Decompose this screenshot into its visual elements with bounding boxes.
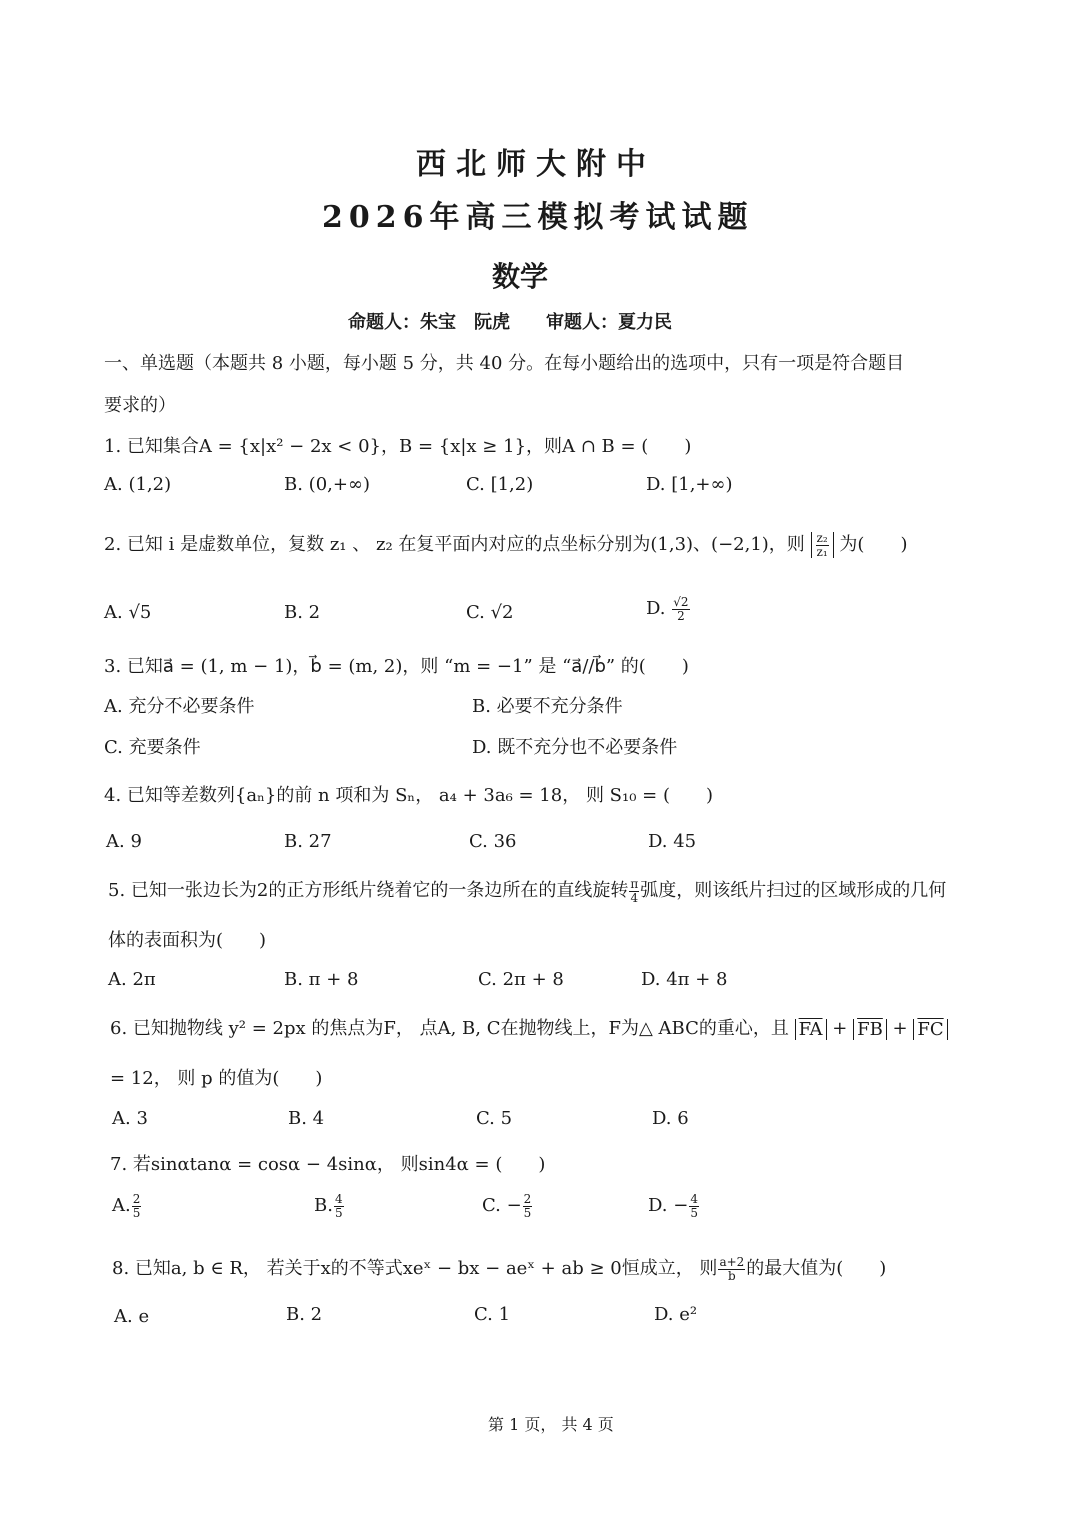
exam-title: 2026年高三模拟考试试题 (322, 200, 754, 235)
fraction-denominator: 5 (690, 1205, 698, 1220)
question-2-stem-text: 2. 已知 i 是虚数单位，复数 z₁ 、 z₂ 在复平面内对应的点坐标分别为(1,3)、(−2,1)，则 (104, 534, 805, 555)
fraction-numerator: π (630, 876, 639, 891)
question-3-option-b: B. 必要不充分条件 (472, 696, 623, 717)
plus-sign: + (892, 1018, 908, 1039)
fraction-numerator: 4 (334, 1192, 343, 1206)
school-title: 西北师大附中 (416, 147, 656, 182)
question-3-option-c: C. 充要条件 (104, 737, 201, 758)
question-2-option-d (646, 596, 691, 622)
question-1-option-c: C. [1,2) (466, 474, 534, 495)
question-8-option-d: D. e² (654, 1304, 698, 1325)
option-prefix: D. − (648, 1195, 689, 1217)
question-1-option-a: A. (1,2) (104, 474, 172, 495)
question-5-option-d: D. 4π + 8 (641, 969, 728, 990)
option-prefix: A. (112, 1195, 131, 1217)
option-fraction (334, 1193, 344, 1219)
question-2-fraction (816, 532, 829, 558)
section-heading: 一、单选题（本题共 8 小题，每小题 5 分，共 40 分。在每小题给出的选项中，只有一项是符合题目 (104, 353, 905, 374)
question-2-stem (104, 530, 907, 558)
option-prefix: C. − (482, 1195, 522, 1217)
fraction-denominator: 5 (334, 1205, 343, 1220)
fraction-denominator: 2 (677, 608, 685, 623)
question-1-option-d: D. [1,+∞) (646, 474, 733, 495)
question-7-option-d (648, 1193, 700, 1219)
question-5-stem (108, 876, 946, 904)
fraction-denominator: z₁ (816, 544, 828, 559)
question-7-option-b (314, 1193, 345, 1219)
question-5-option-b: B. π + 8 (284, 969, 359, 990)
question-5-stem-end: 弧度，则该纸片扫过的区域形成的几何 (640, 880, 947, 901)
section-heading-cont: 要求的） (104, 395, 176, 416)
question-6-option-c: C. 5 (476, 1108, 513, 1129)
question-6-option-a: A. 3 (112, 1108, 148, 1129)
option-prefix: B. (314, 1195, 333, 1217)
vector-fc-magnitude: $\overline{FC}$ (913, 1019, 947, 1040)
modulus-bars (811, 532, 834, 558)
question-7-stem: 7. 若sinαtanα = cosα − 4sinα， 则sin4α = ( ) (110, 1154, 546, 1175)
question-8-stem (112, 1254, 886, 1282)
authors-line: 命题人：朱宝 阮虎 审题人：夏力民 (348, 312, 672, 333)
question-2-option-a: A. √5 (104, 602, 152, 623)
question-8-option-a: A. e (114, 1306, 150, 1327)
question-4-option-c: C. 36 (469, 831, 517, 852)
question-7-option-c (482, 1193, 533, 1219)
option-fraction (523, 1193, 533, 1219)
question-5-stem-text: 5. 已知一张边长为2的正方形纸片绕着它的一条边所在的直线旋转 (108, 880, 629, 901)
question-8-fraction (718, 1256, 745, 1282)
vector-fb-magnitude: $\overline{FB}$ (853, 1019, 887, 1040)
question-3-stem: 3. 已知a⃗ = (1, m − 1)，b⃗ = (m, 2)，则 “m = −1” 是 “a⃗//b⃗” 的( ) (104, 656, 689, 677)
question-6-option-b: B. 4 (288, 1108, 325, 1129)
question-8-stem-end: 的最大值为( ) (746, 1258, 887, 1279)
question-8-option-c: C. 1 (474, 1304, 511, 1325)
fraction-denominator: 4 (630, 890, 639, 905)
question-8-option-b: B. 2 (286, 1304, 323, 1325)
question-4-stem: 4. 已知等差数列{aₙ}的前 n 项和为 Sₙ， a₄ + 3a₆ = 18， 则 S₁₀ = ( ) (104, 785, 713, 806)
fraction-numerator: 4 (690, 1192, 698, 1206)
question-6-stem (110, 1014, 948, 1040)
question-2-stem-end: 为( ) (839, 534, 908, 555)
question-2-option-b: B. 2 (284, 602, 321, 623)
question-4-option-d: D. 45 (648, 831, 697, 852)
fraction-denominator: b (728, 1268, 736, 1283)
question-5-stem-cont: 体的表面积为( ) (108, 930, 267, 951)
fraction-numerator: √2 (673, 595, 689, 609)
question-6-stem-text: 6. 已知抛物线 y² = 2px 的焦点为F， 点A, B, C在抛物线上，F为△ ABC的重心，且 (110, 1018, 789, 1039)
question-3-option-d: D. 既不充分也不必要条件 (472, 737, 678, 758)
question-8-stem-text: 8. 已知a, b ∈ R， 若关于x的不等式xeˣ − bx − aeˣ + ab ≥ 0恒成立， 则 (112, 1258, 718, 1279)
option-fraction (132, 1193, 142, 1219)
question-4-option-a: A. 9 (106, 831, 142, 852)
fraction-numerator: 2 (132, 1192, 141, 1206)
question-5-fraction (629, 878, 639, 904)
fraction-numerator: 2 (523, 1192, 532, 1206)
vector-fa-magnitude: $\overline{FA}$ (795, 1019, 827, 1040)
fraction-denominator: 5 (132, 1205, 141, 1220)
option-d-fraction (672, 596, 689, 622)
page-footer: 第 1 页， 共 4 页 (488, 1415, 614, 1434)
fraction-numerator: a+2 (719, 1254, 745, 1269)
question-6-option-d: D. 6 (652, 1108, 689, 1129)
question-3-option-a: A. 充分不必要条件 (104, 696, 255, 717)
question-7-option-a (112, 1193, 142, 1219)
option-fraction (689, 1193, 699, 1219)
question-2-option-c: C. √2 (466, 602, 514, 623)
question-6-stem-cont: = 12， 则 p 的值为( ) (110, 1068, 323, 1089)
question-1-stem: 1. 已知集合A = {x|x² − 2x < 0}，B = {x|x ≥ 1}，则A ∩ B = ( ) (104, 436, 692, 457)
fraction-denominator: 5 (523, 1205, 532, 1220)
question-5-option-a: A. 2π (108, 969, 156, 990)
question-4-option-b: B. 27 (284, 831, 332, 852)
plus-sign: + (832, 1018, 848, 1039)
question-1-option-b: B. (0,+∞) (284, 474, 370, 495)
fraction-numerator: z₂ (816, 530, 828, 545)
question-5-option-c: C. 2π + 8 (478, 969, 564, 990)
option-d-prefix: D. (646, 598, 666, 620)
subject-title: 数学 (492, 260, 549, 293)
